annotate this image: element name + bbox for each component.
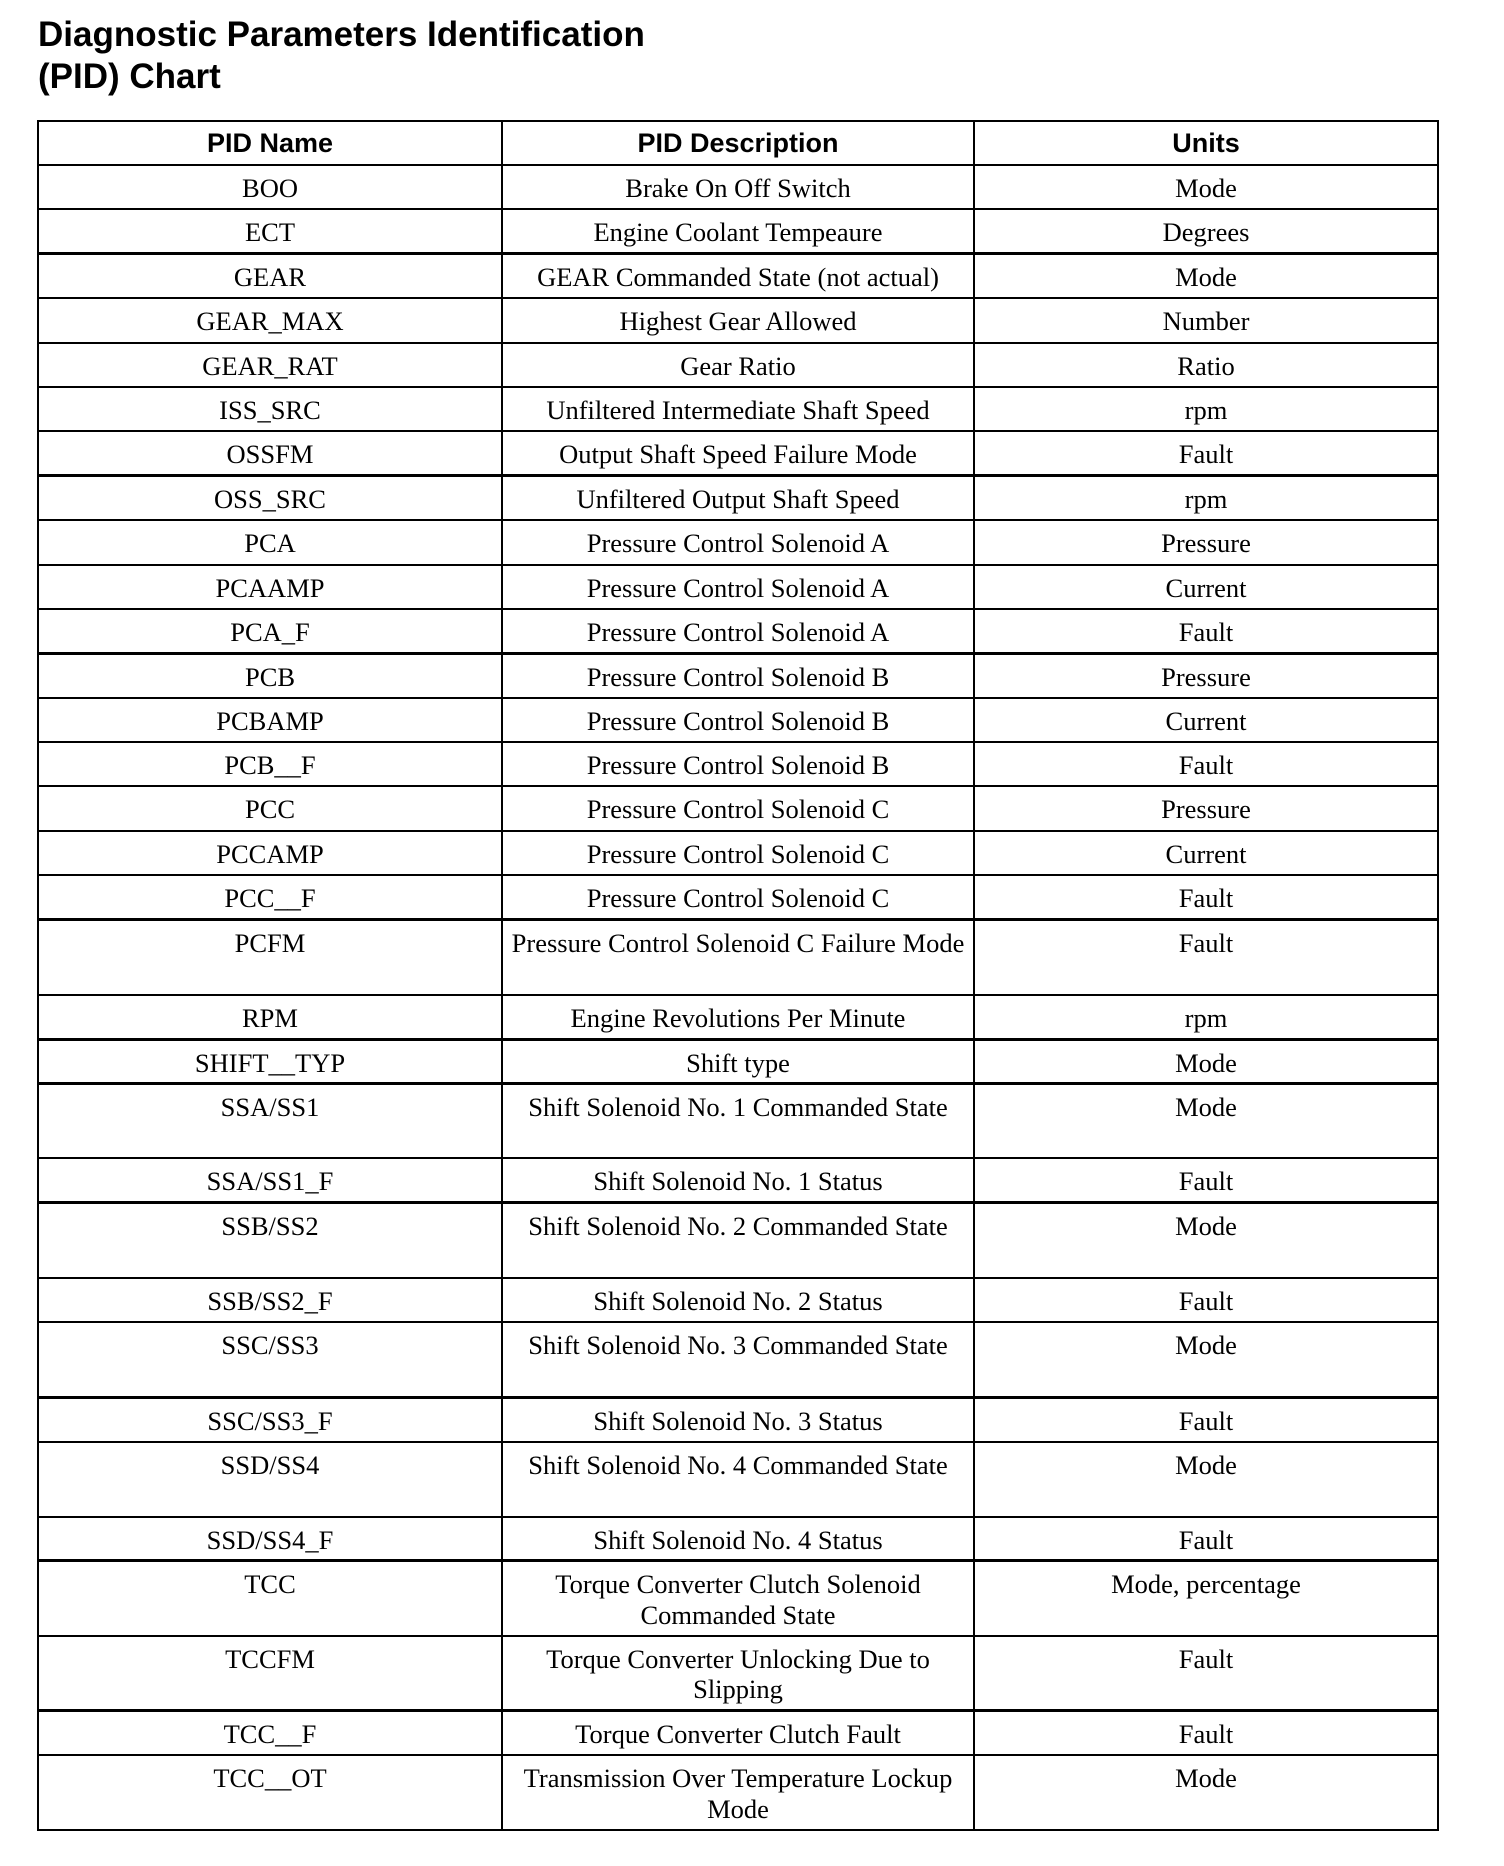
units-cell: rpm (974, 995, 1438, 1039)
pid-name-cell: PCC (38, 786, 502, 830)
units-cell: Mode (974, 254, 1438, 298)
units-cell: Fault (974, 875, 1438, 919)
pid-name-cell: SSC/SS3 (38, 1322, 502, 1397)
pid-description-cell: Highest Gear Allowed (502, 298, 974, 342)
pid-name-cell: PCAAMP (38, 565, 502, 609)
table-row (38, 476, 1438, 520)
units-cell: Current (974, 698, 1438, 742)
table-row (38, 1517, 1438, 1561)
table-row (38, 1755, 1438, 1830)
table-row (38, 1561, 1438, 1636)
pid-name-cell: PCC__F (38, 875, 502, 919)
units-cell: Mode, percentage (974, 1561, 1438, 1636)
table-row (38, 1397, 1438, 1441)
units-cell: Current (974, 565, 1438, 609)
pid-name-cell: PCB (38, 653, 502, 697)
table-row (38, 565, 1438, 609)
pid-description-cell: Engine Coolant Tempeaure (502, 209, 974, 253)
pid-name-cell: BOO (38, 165, 502, 209)
pid-name-cell: PCBAMP (38, 698, 502, 742)
pid-name-cell: SSA/SS1 (38, 1083, 502, 1158)
header-units: Units (974, 121, 1438, 165)
pid-description-cell: Unfiltered Output Shaft Speed (502, 476, 974, 520)
units-cell: Mode (974, 1755, 1438, 1830)
units-cell: Mode (974, 1322, 1438, 1397)
table-row (38, 995, 1438, 1039)
pid-description-cell: Engine Revolutions Per Minute (502, 995, 974, 1039)
units-cell: Ratio (974, 343, 1438, 387)
pid-description-cell: Shift Solenoid No. 3 Commanded State (502, 1322, 974, 1397)
pid-description-cell: Pressure Control Solenoid C (502, 875, 974, 919)
pid-name-cell: SSA/SS1_F (38, 1158, 502, 1202)
pid-description-cell: Torque Converter Unlocking Due to Slipping (502, 1636, 974, 1711)
pid-name-cell: SSD/SS4_F (38, 1517, 502, 1561)
pid-name-cell: ECT (38, 209, 502, 253)
pid-name-cell: SSB/SS2_F (38, 1278, 502, 1322)
table-row (38, 431, 1438, 475)
pid-description-cell: Shift Solenoid No. 4 Commanded State (502, 1442, 974, 1517)
pid-description-cell: Pressure Control Solenoid B (502, 698, 974, 742)
pid-name-cell: ISS_SRC (38, 387, 502, 431)
pid-description-cell: Pressure Control Solenoid B (502, 653, 974, 697)
pid-name-cell: TCCFM (38, 1636, 502, 1711)
units-cell: Fault (974, 1397, 1438, 1441)
units-cell: Mode (974, 1442, 1438, 1517)
pid-name-cell: SSB/SS2 (38, 1203, 502, 1278)
table-row (38, 698, 1438, 742)
table-row (38, 1442, 1438, 1517)
table-row (38, 653, 1438, 697)
pid-description-cell: Pressure Control Solenoid C (502, 786, 974, 830)
units-cell: rpm (974, 387, 1438, 431)
units-cell: Fault (974, 1711, 1438, 1755)
table-row (38, 786, 1438, 830)
pid-description-cell: Brake On Off Switch (502, 165, 974, 209)
header-pid-description: PID Description (502, 121, 974, 165)
pid-description-cell: Pressure Control Solenoid C (502, 831, 974, 875)
pid-name-cell: PCFM (38, 920, 502, 995)
units-cell: Fault (974, 1636, 1438, 1711)
table-row (38, 1039, 1438, 1083)
pid-name-cell: OSS_SRC (38, 476, 502, 520)
pid-name-cell: OSSFM (38, 431, 502, 475)
pid-description-cell: Shift Solenoid No. 3 Status (502, 1397, 974, 1441)
pid-name-cell: TCC__OT (38, 1755, 502, 1830)
pid-description-cell: Torque Converter Clutch Fault (502, 1711, 974, 1755)
units-cell: Fault (974, 920, 1438, 995)
table-row (38, 343, 1438, 387)
units-cell: Pressure (974, 786, 1438, 830)
units-cell: Fault (974, 1517, 1438, 1561)
units-cell: Mode (974, 1039, 1438, 1083)
table-row (38, 165, 1438, 209)
table-row (38, 1711, 1438, 1755)
table-row (38, 1322, 1438, 1397)
units-cell: Number (974, 298, 1438, 342)
pid-name-cell: SHIFT__TYP (38, 1039, 502, 1083)
table-row (38, 254, 1438, 298)
units-cell: Fault (974, 742, 1438, 786)
table-row (38, 520, 1438, 564)
pid-name-cell: GEAR_MAX (38, 298, 502, 342)
units-cell: Pressure (974, 520, 1438, 564)
table-row (38, 1158, 1438, 1202)
table-row (38, 875, 1438, 919)
pid-description-cell: Shift Solenoid No. 2 Status (502, 1278, 974, 1322)
pid-name-cell: PCA_F (38, 609, 502, 653)
pid-description-cell: Shift type (502, 1039, 974, 1083)
units-cell: Fault (974, 431, 1438, 475)
table-row (38, 209, 1438, 253)
pid-description-cell: Torque Converter Clutch Solenoid Commanded State (502, 1561, 974, 1636)
table-row (38, 387, 1438, 431)
pid-description-cell: Output Shaft Speed Failure Mode (502, 431, 974, 475)
pid-description-cell: Pressure Control Solenoid A (502, 609, 974, 653)
table-row (38, 1278, 1438, 1322)
units-cell: rpm (974, 476, 1438, 520)
pid-description-cell: Transmission Over Temperature Lockup Mode (502, 1755, 974, 1830)
page-title (38, 14, 645, 98)
table-row (38, 742, 1438, 786)
table-row (38, 609, 1438, 653)
pid-name-cell: PCA (38, 520, 502, 564)
units-cell: Degrees (974, 209, 1438, 253)
units-cell: Mode (974, 1203, 1438, 1278)
pid-name-cell: RPM (38, 995, 502, 1039)
table-row (38, 831, 1438, 875)
table-row (38, 920, 1438, 995)
pid-description-cell: Shift Solenoid No. 4 Status (502, 1517, 974, 1561)
header-pid-name: PID Name (38, 121, 502, 165)
units-cell: Fault (974, 609, 1438, 653)
pid-table (37, 120, 1439, 1831)
table-row (38, 298, 1438, 342)
pid-name-cell: SSD/SS4 (38, 1442, 502, 1517)
pid-name-cell: TCC (38, 1561, 502, 1636)
pid-description-cell: Pressure Control Solenoid A (502, 565, 974, 609)
pid-description-cell: Shift Solenoid No. 2 Commanded State (502, 1203, 974, 1278)
units-cell: Mode (974, 165, 1438, 209)
pid-description-cell: Shift Solenoid No. 1 Commanded State (502, 1083, 974, 1158)
pid-description-cell: Pressure Control Solenoid B (502, 742, 974, 786)
units-cell: Fault (974, 1278, 1438, 1322)
pid-description-cell: Gear Ratio (502, 343, 974, 387)
page-title-line-1: Diagnostic Parameters Identification (38, 15, 645, 54)
pid-description-cell: Pressure Control Solenoid C Failure Mode (502, 920, 974, 995)
pid-name-cell: PCB__F (38, 742, 502, 786)
pid-description-cell: Shift Solenoid No. 1 Status (502, 1158, 974, 1202)
pid-name-cell: TCC__F (38, 1711, 502, 1755)
pid-description-cell: Pressure Control Solenoid A (502, 520, 974, 564)
units-cell: Current (974, 831, 1438, 875)
units-cell: Mode (974, 1083, 1438, 1158)
table-row (38, 1083, 1438, 1158)
table-row (38, 1203, 1438, 1278)
pid-description-cell: Unfiltered Intermediate Shaft Speed (502, 387, 974, 431)
table-row (38, 1636, 1438, 1711)
pid-name-cell: PCCAMP (38, 831, 502, 875)
units-cell: Pressure (974, 653, 1438, 697)
table-header-row (38, 121, 1438, 165)
pid-description-cell: GEAR Commanded State (not actual) (502, 254, 974, 298)
page-title-line-2: (PID) Chart (38, 57, 221, 96)
pid-name-cell: SSC/SS3_F (38, 1397, 502, 1441)
units-cell: Fault (974, 1158, 1438, 1202)
pid-name-cell: GEAR_RAT (38, 343, 502, 387)
pid-name-cell: GEAR (38, 254, 502, 298)
